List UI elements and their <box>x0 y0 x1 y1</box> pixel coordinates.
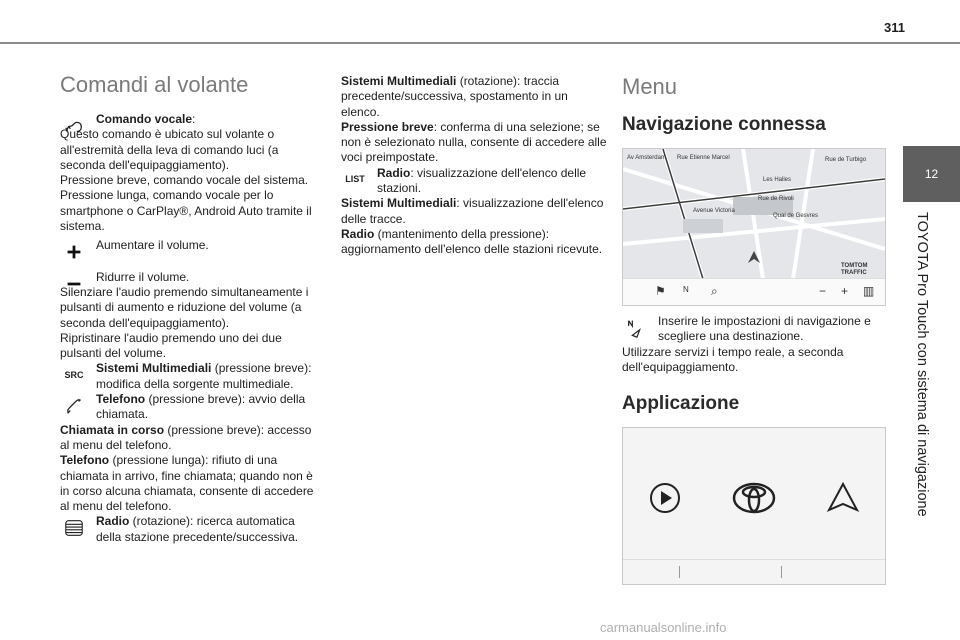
short-press-label: Pressione breve <box>341 119 434 134</box>
mm-rotation-label: Sistemi Multimediali <box>341 74 457 88</box>
nav-title: Navigazione connessa <box>622 114 826 135</box>
radio-rotation-item <box>60 514 320 545</box>
volume-down-item <box>60 270 320 331</box>
radio-text: (rotazione): ricerca automatica della stazione precedente/successiva. <box>96 514 299 544</box>
tomtom-logo: TOMTOM TRAFFIC <box>841 263 868 276</box>
mm-list-label: Sistemi Multimediali <box>341 196 457 211</box>
volume-down-text-2: Silenziare l'audio premendo simultaneamente i pulsanti di aumento e riduzione del volume (a seconda dell'equipaggiamento). <box>60 284 309 330</box>
search-icon[interactable]: ⌕ <box>711 284 718 298</box>
short-press-text: : conferma di una selezione; se non è selezionato nulla, consente di accedere alle voci preimpostate. <box>341 119 607 165</box>
map-street-label: Av Amsterdam <box>627 155 666 161</box>
chapter-title-text: TOYOTA Pro Touch con sistema di navigazione <box>914 212 930 517</box>
volume-up-text: Aumentare il volume. <box>96 238 209 253</box>
radio-label: Radio <box>96 514 130 529</box>
column-steering-controls <box>60 72 320 545</box>
map-street-label: Les Halles <box>763 177 792 183</box>
column-menu <box>622 72 886 585</box>
call-label: Chiamata in corso <box>60 422 165 437</box>
nav-toolbar <box>623 278 885 305</box>
source-label: Sistemi Multimediali <box>96 361 212 376</box>
source-text: (pressione breve): modifica della sorgente multimediale. <box>96 361 312 391</box>
volume-up-item <box>60 238 320 253</box>
minus-icon <box>62 272 86 296</box>
carplay-icon[interactable] <box>645 478 685 518</box>
map-street-label: Quai de Gesvres <box>773 213 819 219</box>
list-label: Radio <box>377 165 411 180</box>
voice-text: : <box>192 112 196 126</box>
page-number: 311 <box>884 20 905 35</box>
mm-rotation-text: (rotazione): traccia precedente/successiva, spostamento in un elenco. <box>341 74 568 119</box>
volume-down-text: Ridurre il volume. <box>96 269 190 284</box>
mm-list-text: : visualizzazione dell'elenco delle tracce. <box>341 196 604 226</box>
section-title: Comandi al volante <box>60 72 249 97</box>
north-icon[interactable]: N <box>683 285 689 294</box>
column-multimedia <box>341 74 607 258</box>
scroll-wheel-icon <box>62 516 86 540</box>
nav-text-2: Utilizzare servizi i tempo reale, a seconda dell'equipaggiamento. <box>622 344 844 374</box>
plus-icon <box>62 240 86 264</box>
map-menu-icon[interactable]: ▥ <box>863 284 875 298</box>
list-icon: LIST <box>345 174 365 185</box>
zoom-out-icon[interactable]: − <box>819 284 827 298</box>
nav-menu-item <box>622 314 886 345</box>
phone-icon <box>62 394 86 418</box>
list-text: : visualizzazione dell'elenco delle stazioni. <box>377 165 587 196</box>
source-item <box>60 361 320 392</box>
map-image <box>623 149 885 279</box>
voice-command-icon <box>62 114 86 138</box>
navigation-screen <box>622 148 886 306</box>
radio-hold-text: (mantenimento della pressione): aggiornamento dell'elenco delle stazioni ricevute. <box>341 226 603 257</box>
android-auto-icon[interactable] <box>823 478 863 518</box>
map-street-label: Rue de Rivoli <box>758 196 794 202</box>
chapter-tab[interactable]: 12 <box>903 146 960 202</box>
nav-text-1: Inserire le impostazioni di navigazione e scegliere una destinazione. <box>658 314 871 344</box>
volume-down-text-3: Ripristinare l'audio premendo uno dei due pulsanti del volume. <box>60 330 282 361</box>
voice-command-label: Comando vocale <box>96 112 193 126</box>
map-street-label: Avenue Victoria <box>693 208 735 214</box>
src-icon: SRC <box>64 369 84 380</box>
menu-title: Menu <box>622 74 678 99</box>
app-title: Applicazione <box>622 393 740 415</box>
application-screen <box>622 427 886 585</box>
radio-hold-label: Radio <box>341 226 375 241</box>
phone-long-label: Telefono <box>60 453 110 468</box>
map-street-label: Rue de Turbigo <box>825 157 867 163</box>
list-item <box>341 166 607 197</box>
voice-text-4: Pressione lunga, comando vocale per lo smartphone o CarPlay®, Android Auto tramite il sistema. <box>60 188 312 234</box>
voice-text-2: Questo comando è ubicato sul volante o all'estremità della leva di comando luci (a seconda dell'equipaggiamento). <box>60 127 279 172</box>
phone-item <box>60 392 320 423</box>
zoom-in-icon[interactable]: + <box>841 284 849 298</box>
app-footer-bar <box>623 559 885 584</box>
phone-label: Telefono <box>96 392 146 407</box>
voice-text-3: Pressione breve, comando vocale del sistema. <box>60 173 309 188</box>
navigation-icon <box>624 316 648 340</box>
phone-long-text: (pressione lunga): rifiuto di una chiamata in arrivo, fine chiamata; quando non è in corso alcuna chiamata, consente di accedere al menu del telefono. <box>60 453 314 514</box>
toyota-logo-icon[interactable] <box>730 478 778 518</box>
phone-text: (pressione breve): avvio della chiamata. <box>96 392 306 422</box>
map-street-label: Rue Etienne Marcel <box>677 155 730 161</box>
header-rule <box>0 42 960 44</box>
watermark: carmanualsonline.info <box>600 620 727 635</box>
chapter-title <box>912 212 930 592</box>
voice-command-item <box>60 112 320 173</box>
flag-icon[interactable]: ⚑ <box>655 284 666 298</box>
call-text: (pressione breve): accesso al menu del telefono. <box>60 422 312 452</box>
